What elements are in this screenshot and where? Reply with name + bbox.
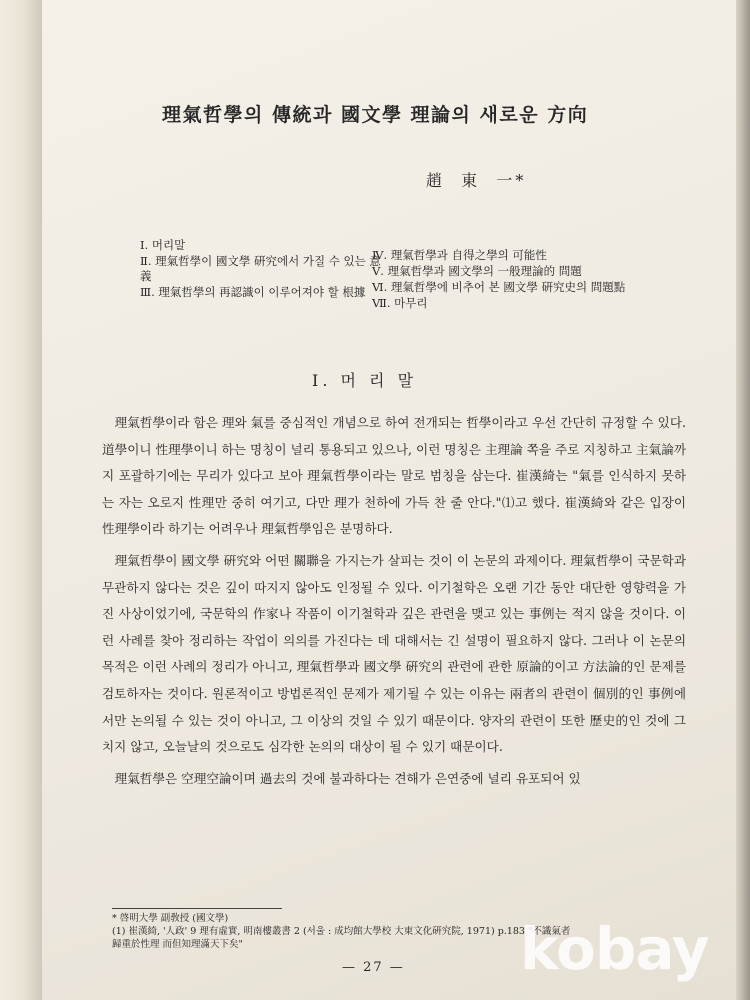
table-of-contents-right [372,248,672,312]
toc-item: Ⅰ. 머리말 [140,238,186,252]
toc-item: Ⅲ. 理氣哲學의 再認識이 이루어져야 할 根據 [140,285,366,299]
toc-item: Ⅳ. 理氣哲學과 自得之學의 可能性 [372,248,547,262]
footnote: 歸重於性理 而但知理滿天下矣" [112,939,243,950]
footnote: * 啓明大學 副敎授 (國文學) [112,913,229,924]
author-name: 趙 東 一* [426,171,527,190]
toc-item: Ⅱ. 理氣哲學이 國文學 硏究에서 가질 수 있는 意義 [140,254,381,283]
toc-item: Ⅴ. 理氣哲學과 國文學의 一般理論的 問題 [372,264,582,278]
paragraph: 理氣哲學이라 함은 理와 氣를 중심적인 개념으로 하여 전개되는 哲學이라고 우선 간단히 규정할 수 있다. 道學이니 性理學이니 하는 명칭이 널리 통용되고 있으나, 이런 명칭은 主理論 쪽을 주로 지칭하고 主氣論까지 포괄하기에는 무리가 있다고 보아 理氣哲學이라는 말로 범칭을 삼는다. 崔漢綺는 "氣를 인식하지 못하는 자는 오로지 性理만 중히 여기고, 다만 理가 천하에 가득 찬 줄 안다."⑴고 했다. 崔漢綺와 같은 입장이 性理學이라 하기는 어려우나 理氣哲學임은 분명하다. [102,415,686,537]
paper-title: 理氣哲學의 傳統과 國文學 理論의 새로운 方向 [162,104,589,126]
book-spine [0,0,42,1000]
footnote-divider [112,908,282,909]
section-heading: Ⅰ. 머 리 말 [312,371,418,390]
paragraph: 理氣哲學이 國文學 硏究와 어떤 關聯을 가지는가 살피는 것이 이 논문의 과제이다. 理氣哲學이 국문학과 무관하지 않다는 것은 깊이 따지지 않아도 인정될 수 있다. 이기철학은 오랜 기간 동안 대단한 영향력을 가진 사상이었기에, 국문학의 作家나 작품이 이기철학과 깊은 관련을 맺고 있는 事例는 적지 않을 것이다. 이런 사례를 찾아 정리하는 작업이 의의를 가진다는 데 대해서는 긴 설명이 필요하지 않다. 그러나 이 논문의 목적은 이런 사례의 정리가 아니고, 理氣哲學과 國文學 硏究의 관련에 관한 原論的이고 方法論的인 문제를 검토하자는 것이다. 원론적이고 방법론적인 문제가 제기될 수 있는 이유는 兩者의 관련이 個別的인 事例에서만 논의될 수 있는 것이 아니고, 그 이상의 것일 수 있기 때문이다. 양자의 관련이 또한 歷史的인 것에 그치지 않고, 오늘날의 것으로도 심각한 논의의 대상이 될 수 있기 때문이다. [102,552,686,755]
paragraph: 理氣哲學은 空理空論이며 過去의 것에 불과하다는 견해가 은연중에 널리 유포되어 있 [114,770,581,786]
page-edge [736,0,750,1000]
body-text [102,410,686,797]
watermark-logo: kobay [520,915,709,983]
book-page [42,0,736,1000]
footnote: (1) 崔漢綺, '人政' 9 理有虛實, 明南樓叢書 2 (서울 : 成均館大學校 大東文化硏究院, 1971) p.183 "不識氣者 [112,926,571,937]
table-of-contents-left [140,238,390,301]
page-number: — 27 — [342,960,405,975]
toc-item: Ⅶ. 마무리 [372,296,428,310]
toc-item: Ⅵ. 理氣哲學에 비추어 본 國文學 硏究史의 問題點 [372,280,626,294]
